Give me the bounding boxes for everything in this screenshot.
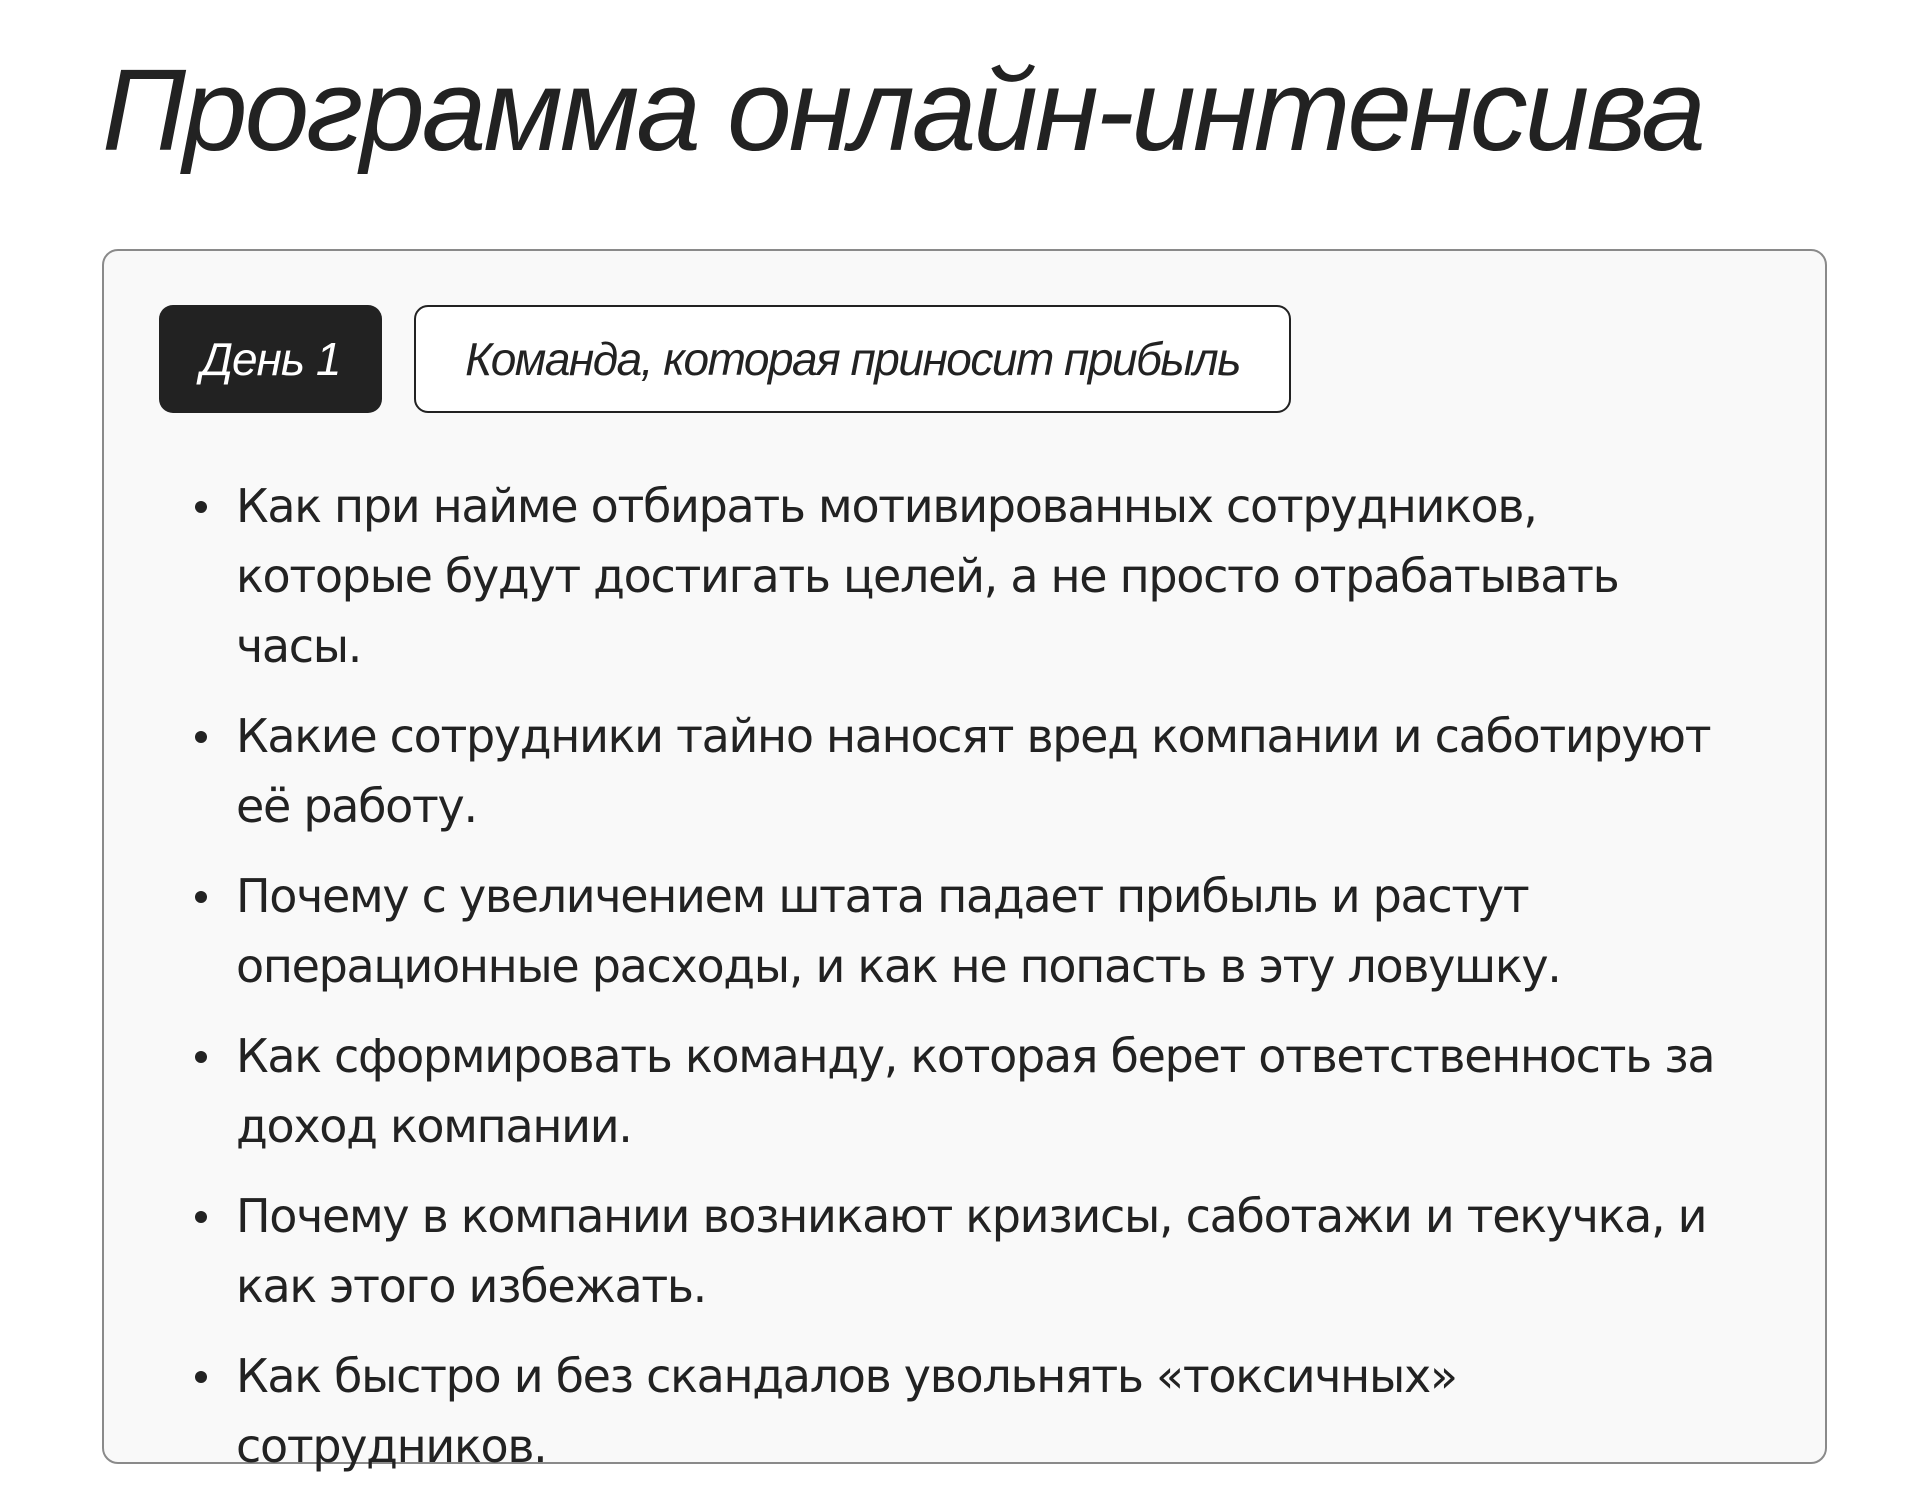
list-item — [236, 1021, 1744, 1161]
day-topic-label: Команда, которая приносит прибыль — [414, 305, 1291, 413]
day-header — [159, 305, 1291, 413]
list-item-text: Почему с увеличением штата падает прибыль и растут операционные расходы, и как не попасть в эту ловушку. — [236, 869, 1561, 993]
list-item-text: Как сформировать команду, которая берет ответственность за доход компании. — [236, 1029, 1715, 1153]
day-badge: День 1 — [159, 305, 382, 413]
program-day-card — [102, 249, 1827, 1473]
list-item — [236, 1341, 1744, 1481]
list-item-text: Как при найме отбирать мотивированных сотрудников, которые будут достигать целей, а не просто отрабатывать часы. — [236, 479, 1619, 673]
list-item — [236, 471, 1744, 681]
list-item-text: Какие сотрудники тайно наносят вред компании и саботируют её работу. — [236, 709, 1711, 833]
list-item — [236, 1181, 1744, 1321]
topic-list — [104, 471, 1744, 1501]
list-item — [236, 861, 1744, 1001]
list-item — [236, 701, 1744, 841]
list-item-text: Почему в компании возникают кризисы, саботажи и текучка, и как этого избежать. — [236, 1189, 1707, 1313]
page-title: Программа онлайн-интенсива — [102, 45, 1703, 175]
list-item-text: Как быстро и без скандалов увольнять «токсичных» сотрудников. — [236, 1349, 1457, 1473]
